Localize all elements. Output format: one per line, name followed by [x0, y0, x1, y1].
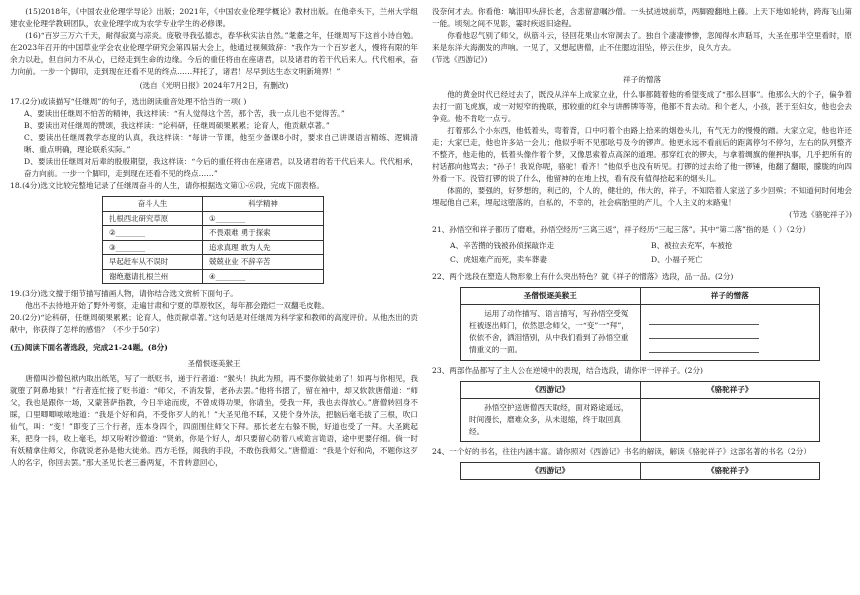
q22-box: [460, 287, 820, 361]
table-cell: 不畏艰难 勇于探索: [203, 226, 324, 241]
section-5-heading: (五)阅读下面名著选段，完成21-24题。(8分): [10, 343, 168, 352]
question-17: 17.(2分)或读描写“任继周”的句子，选出朗读重音处理不恰当的一项( ): [10, 97, 247, 106]
q23-header-left: 《西游记》: [461, 382, 641, 398]
passage-xiyouji: 唐僧叫沙僧包袱内取出纸笔，写了一纸贬书，递于行者道：“猴头！执此为照，再不要你做徒弟了！如再与你相见，我就堕了阿鼻地狱！”行者连忙接了贬书道：“师父，不消发誓，老孙去罢。”他将书摺了，留在袖中，却又软款唐僧道：“师父，我也是跟你一场，又蒙菩萨指教，今日半途而废，不曾成得功果，你请坐，受我一拜，我也去得放心。”唐僧转回身不睬，口里唧唧哝哝地道：“我是个好和尚，不受你歹人的礼！”大圣见他不睬，又使个身外法，把脑后毫毛拔了三根，吹口仙气，叫：“变！”即变了三个行者，连本身四个，四面围住师父下拜。那长老左右躲不脱，好道也受了一拜。大圣跳起来，把身一抖，收上毫毛，却又吩咐沙僧道：“贤弟，你是个好人，却只要留心防着八戒诡言诡语，途中更要仔细。倘一时有妖精拿住师父，你就说老孙是他大徒弟。西方毛怪，闻我的手段，不敢伤我师父。”唐僧道：“我是个好和尚，不题你这歹人的名字，你回去罢。”那大圣见长老三番两复，不肯转意回心，: [10, 374, 418, 467]
table-cell: 扎根西北研究草原: [103, 211, 203, 226]
right-column: [432, 6, 852, 484]
q24-box: [460, 462, 820, 480]
q19-sentence: 他出不去待地开始了野外考察，走遍甘肃和宁夏的草原牧区，每年都会踏烂一双翻毛皮鞋。: [25, 301, 329, 310]
question-18: 18.(4分)选文比较完整地记录了任继周奋斗的人生，请你根据选文第①-⑥段，完成下面表格。: [10, 181, 324, 190]
table-cell-blank[interactable]: ③________: [103, 240, 203, 255]
table-row: [103, 211, 324, 226]
passage-title-xiyouji: 圣僧恨逐美猴王: [187, 359, 241, 368]
q21-option-a[interactable]: A、辛苦攒的钱被孙侦探敲诈走: [450, 241, 555, 250]
passage-xiyouji-end-2: 你看他忍气别了师父，纵筋斗云，径回花果山水帘洞去了。独自个凄凄惨惨，忽闻得水声聒耳，大圣在那半空里看时，原来是东洋大海潮发的声响。一见了，又想起唐僧，止不住腮边泪坠，停云住步，良久方去。: [432, 31, 852, 52]
q17-option-b: B、要读出对任继周的赞颂，我这样读：“论科研，任继周硕果累累；论育人，他贡献卓著。”: [24, 121, 330, 130]
source-xiyouji: (节选《西游记》): [432, 55, 488, 64]
passage-xiangzi-2: 打着那么个小东西，他低着头，弯着背，口中叼着个由路上拾来的烟卷头儿，有气无力的慢慢的蹭。大家立定，他也许还走；大家已走，他也许多站一会儿；他似乎听不见那吆号及今的锣声。他更永远不看前后的距离停匀不停匀，左右的队列整齐不整齐，他走他的，低着头像作着个梦，又像思索着点高深的道理。那穿红衣的锣夫，与拿着绸旗的催押执事，几乎把所有的村话都向他骂去；“孙子！我说你呢，骆驼！看齐！”他似乎也没有听见。打锣的过去给了他一锣锤，他翻了翻眼，朦胧的向四外看一下。没管打锣的说了什么，他留神的在地上找，看有没有值得拾起来的烟头儿。: [432, 126, 852, 183]
q21-options: [432, 239, 852, 267]
source-xiangzi: (节选《骆驼祥子》): [789, 210, 852, 219]
table-row: [103, 226, 324, 241]
table-cell: 谢绝邀请扎根兰州: [103, 269, 203, 284]
passage-xiangzi-1: 他的黄金时代已经过去了，既没从洋车上成家立业，什么事都随着他的希望变成了“那么回事”。他那么大的个子，偏争着去打一面飞虎旗，或一对短窄的挽联，那较重的红伞与讲醉牌等等，他都不肯去动。和个老人，小孩，甚于至妇女，他也会去争竞。他不肯吃一点亏。: [432, 90, 852, 123]
question-22: 22、两个选段在塑造人物形象上有什么突出特色？就《祥子的憎落》选段，品一品。(2分): [432, 272, 734, 281]
q17-option-c: C、要读出任继周教学态度的认真，我这样读：“每讲一节课，他至少备课8小时，要求自己讲课语言精练、逻辑清晰、重点明确，理论联系实际。”: [24, 133, 418, 154]
q18-table: [102, 196, 324, 284]
table-cell: 追求真理 敢为人先: [203, 240, 324, 255]
q22-header-left: 圣僧恨逐美猴王: [461, 288, 641, 304]
q22-answer-area[interactable]: [641, 305, 820, 360]
passage-title-xiangzi: 祥子的憎落: [623, 75, 661, 84]
q23-header-right: 《骆驼祥子》: [706, 385, 753, 394]
q17-option-d: D、要读出任继周对后辈的殷殷期望，我这样读：“今后的重任将由在座诸君，以及诸君的若干代后来人。代代相承，奋力向前。一步一个脚印，走到现在还看不见的终点……”: [24, 157, 418, 178]
source-note: (选自《光明日报》2024年7月2日，有删改): [139, 81, 289, 90]
table-cell-blank[interactable]: ②________: [103, 226, 203, 241]
q21-option-b[interactable]: B、被拉去充军，车被抢: [651, 241, 733, 250]
q22-header-right: 祥子的憎落: [710, 291, 749, 300]
question-23: 23、两部作品都写了主人公在逆境中的表现，结合选段，请你评一评祥子。(2分): [432, 366, 704, 375]
table-row: [103, 240, 324, 255]
table-header-spirit: 科学精神: [203, 197, 324, 212]
passage-xiangzi-3: 体面的，要强的，好梦想的，利己的，个人的，健壮的，伟大的，祥子，不知陪着人家送了多少回殡；不知道何时何地会埋起他自己来，埋起这堕落的，自私的，不幸的，社会病胎里的产儿，个人主义的末路鬼！: [432, 186, 852, 207]
table-row: [103, 255, 324, 270]
question-24: 24、一个好的书名，往往内涵丰富。请你照对《西游记》书名的解读，解读《骆驼祥子》这部名著的书名（2分）: [432, 447, 811, 456]
question-19: 19.(3分)选文擅于细节描写描画人物，请你结合选文赏析下面句子。: [10, 289, 238, 298]
q17-option-a: A、要读出任继周不怕苦的精神，我这样读：“有人觉得这个苦，那个苦，我一点儿也不觉得苦。”: [24, 109, 345, 118]
table-cell: 兢兢业业 不辞辛苦: [203, 255, 324, 270]
answer-line: [649, 340, 759, 353]
q21-option-c[interactable]: C、虎妞难产而死，卖车葬妻: [450, 255, 547, 264]
answer-line: [649, 312, 759, 325]
paragraph-15: (15)2018年，《中国农业伦理学导论》出版；2021年，《中国农业伦理学概论》教材出版。在他牵头下，兰州大学组建农业伦理学教研团队，农业伦理学成为农学专业学生的必修课。: [10, 7, 418, 28]
passage-xiyouji-end: 没奈何才去。你看他：噙泪叩头辞长老，含悲留意嘱沙僧。一头拭迸坡前草，两脚蹬翻地上藤。上天下地如轮转，跨海飞山第一能。顷刻之间不见影，霎时疾返旧途程。: [432, 7, 852, 28]
left-column: [10, 6, 418, 469]
q22-example-text: 运用了动作描写、语言描写，写孙悟空受冤枉被逐出师门，依然思念师父，一“变”一“拜”，依依不舍，洒泪惜别，从中我们看到了孙悟空重情重义的一面。: [461, 305, 641, 360]
table-cell: 早起赶车从不误时: [103, 255, 203, 270]
q21-option-d[interactable]: D、小福子死亡: [651, 255, 703, 264]
q24-header-left: 《西游记》: [461, 463, 641, 479]
q23-example-text: 孙悟空护送唐僧西天取经，面对路途遥远，时间漫长，磨难众多，从未退缩，终于取回真经。: [461, 399, 641, 441]
table-cell-blank[interactable]: ①________: [203, 211, 324, 226]
answer-line: [649, 326, 759, 339]
paragraph-16: (16)“百岁三万六千天，耐得寂寞与凉炎。庞敬寻我弘德志，春华秋实法自然。”耄耋之年，任继周写下这首小诗自勉。在2023年召开的中国草业学会农业伦理学研究会第四届大会上，他通过视频致辞：“我作为一个百岁老人，慢将有限的年余力以赴，但自问力不从心，已经走到生命的边缘。今后的重任将由在座诸君，以及诸君的若干代后来人。代代相承，奋力向前。一步一个脚印，走到现在还看不见的终点……拜托了，诸君！尽早到达生态文明新境界！”: [10, 31, 418, 76]
q24-header-right: 《骆驼祥子》: [706, 466, 753, 475]
table-cell-blank[interactable]: ④________: [203, 269, 324, 284]
question-20: 20.(2分)“论科研，任继周硕果累累；论育人，他贡献卓著。”这句话是对任继周为科学家和教师的高度评价。从他杰出的贡献中，你获得了怎样的感悟？（不少于50字）: [10, 313, 418, 334]
table-header-life: 奋斗人生: [103, 197, 203, 212]
q23-box: [460, 381, 820, 442]
question-21: 21、孙悟空和祥子都历了磨难，孙悟空经历“三离三返”，祥子经历“三起三落”。其中“第二落”指的是（ ）（2分）: [432, 225, 811, 234]
table-row: [103, 269, 324, 284]
q23-answer-area[interactable]: [641, 399, 820, 441]
